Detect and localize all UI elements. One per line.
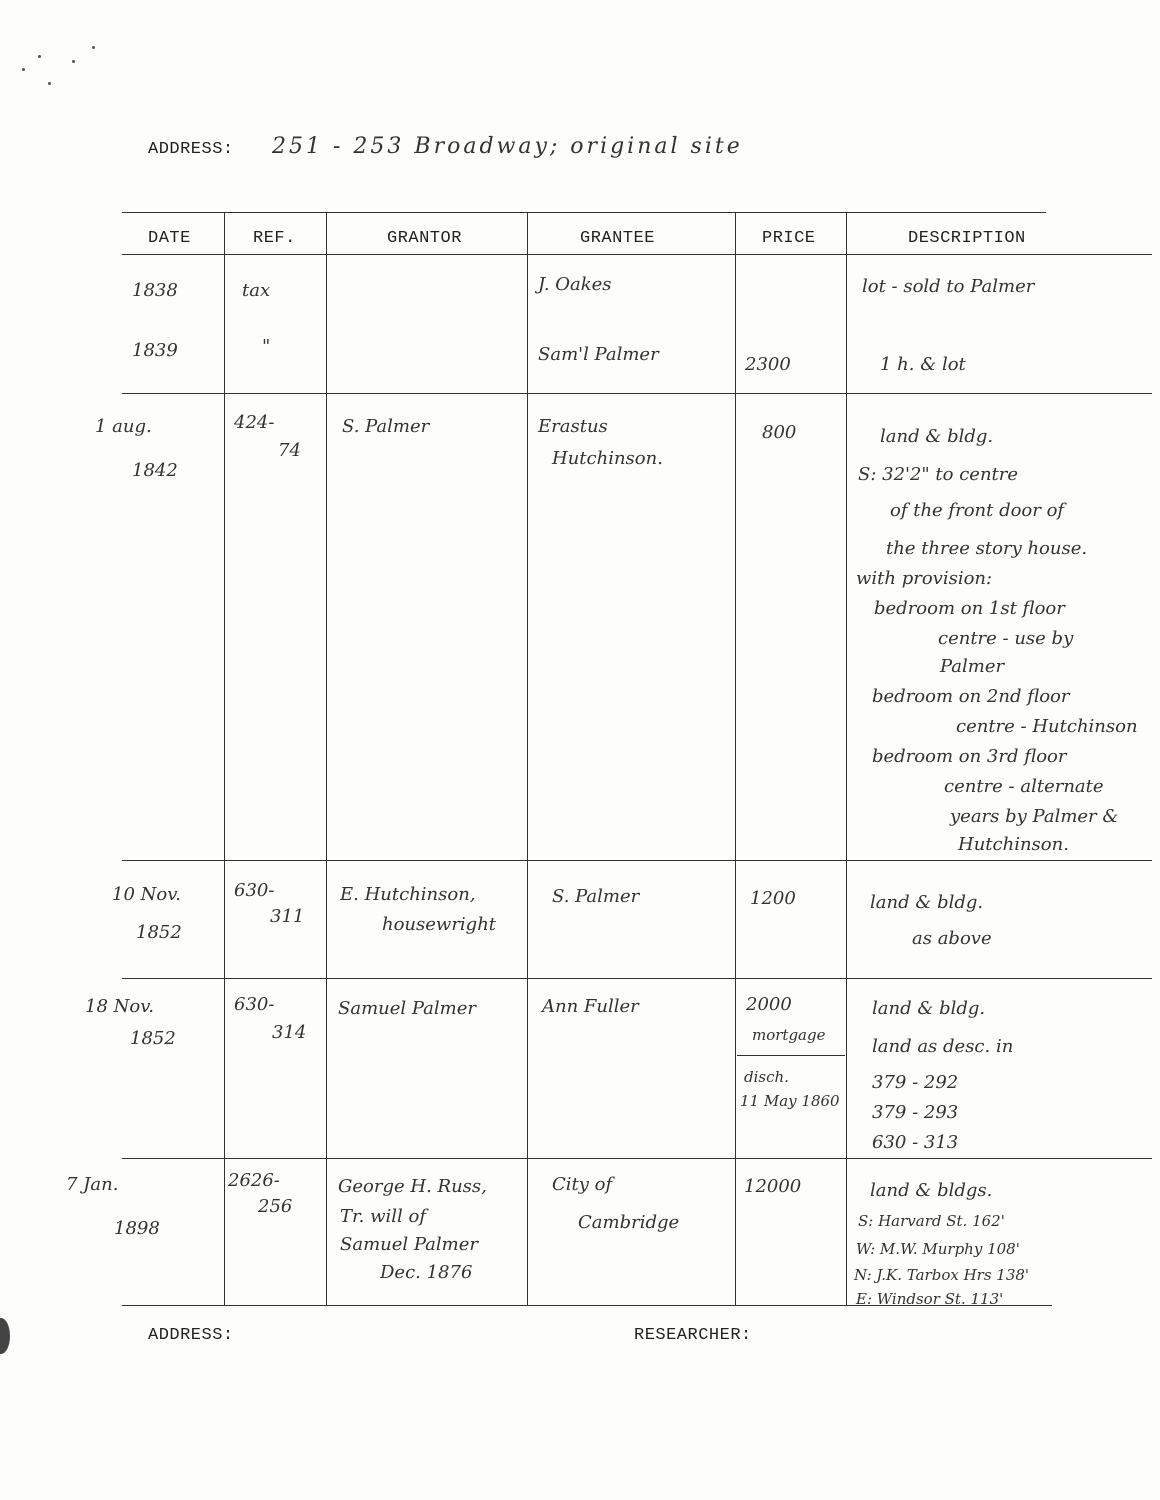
cell-ref: tax — [242, 280, 271, 301]
cell-description: land as desc. in — [872, 1036, 1014, 1057]
speck — [22, 68, 25, 71]
cell-description: W: M.W. Murphy 108' — [856, 1240, 1020, 1258]
cell-grantor: housewright — [382, 914, 497, 935]
cell-price: mortgage — [752, 1026, 826, 1044]
cell-ref: 256 — [258, 1196, 293, 1217]
col-header-ref: REF. — [253, 229, 296, 248]
cell-date: 1 aug. — [95, 416, 152, 437]
cell-date: 7 Jan. — [66, 1174, 119, 1195]
footer-researcher-label: RESEARCHER: — [634, 1326, 752, 1345]
cell-grantee: Hutchinson. — [552, 448, 663, 469]
cell-description: S: Harvard St. 162' — [858, 1212, 1005, 1230]
cell-grantor: Samuel Palmer — [338, 998, 476, 1019]
cell-date: 18 Nov. — [85, 996, 154, 1017]
cell-description: centre - Hutchinson — [956, 716, 1138, 737]
cell-ref: 630- — [234, 994, 275, 1015]
cell-price: 800 — [762, 422, 797, 443]
cell-description: 630 - 313 — [872, 1132, 959, 1153]
footer-address-label: ADDRESS: — [148, 1326, 234, 1345]
cell-description: as above — [912, 928, 992, 949]
cell-grantor: Samuel Palmer — [340, 1234, 478, 1255]
cell-grantee: Sam'l Palmer — [538, 344, 659, 365]
cell-ref: " — [262, 336, 271, 357]
cell-description: land & bldg. — [872, 998, 986, 1019]
cell-grantee: Erastus — [538, 416, 608, 437]
cell-date: 1839 — [132, 340, 178, 361]
col-header-grantor: GRANTOR — [387, 229, 462, 248]
col-divider — [846, 212, 847, 1305]
cell-grantor: Tr. will of — [340, 1206, 426, 1227]
col-divider — [527, 212, 528, 1305]
cell-grantor: George H. Russ, — [338, 1176, 487, 1197]
row-divider — [122, 860, 1152, 861]
cell-ref: 74 — [278, 440, 301, 461]
cell-description: N: J.K. Tarbox Hrs 138' — [854, 1266, 1030, 1284]
cell-description: Hutchinson. — [958, 834, 1069, 855]
col-header-price: PRICE — [762, 229, 816, 248]
cell-grantee: S. Palmer — [552, 886, 640, 907]
cell-description: years by Palmer & — [950, 806, 1119, 827]
col-header-grantee: GRANTEE — [580, 229, 655, 248]
row-divider — [122, 978, 1152, 979]
cell-date: 10 Nov. — [112, 884, 181, 905]
price-split-rule — [737, 1055, 845, 1056]
row-divider — [122, 1158, 1152, 1159]
cell-date: 1898 — [114, 1218, 160, 1239]
cell-grantee: Cambridge — [578, 1212, 680, 1233]
cell-price: disch. — [744, 1068, 789, 1086]
cell-grantee: J. Oakes — [538, 274, 612, 295]
cell-grantor: Dec. 1876 — [380, 1262, 473, 1283]
cell-price: 1200 — [750, 888, 796, 909]
cell-description: Palmer — [940, 656, 1005, 677]
cell-date: 1842 — [132, 460, 178, 481]
cell-grantee: City of — [552, 1174, 613, 1195]
cell-price: 2300 — [745, 354, 791, 375]
cell-description: bedroom on 2nd floor — [872, 686, 1070, 707]
speck — [48, 82, 51, 85]
cell-description: E: Windsor St. 113' — [856, 1290, 1004, 1308]
col-divider — [224, 212, 225, 1305]
cell-description: centre - use by — [938, 628, 1074, 649]
cell-grantee: Ann Fuller — [542, 996, 639, 1017]
row-divider — [122, 393, 1152, 394]
cell-price: 12000 — [744, 1176, 802, 1197]
cell-description: land & bldgs. — [870, 1180, 993, 1201]
cell-description: of the front door of — [890, 500, 1065, 521]
cell-date: 1852 — [136, 922, 182, 943]
cell-description: land & bldg. — [870, 892, 984, 913]
punch-hole — [0, 1318, 10, 1354]
cell-ref: 2626- — [228, 1170, 280, 1191]
col-header-date: DATE — [148, 229, 191, 248]
cell-grantor: E. Hutchinson, — [340, 884, 476, 905]
cell-description: 1 h. & lot — [880, 354, 966, 375]
cell-description: land & bldg. — [880, 426, 994, 447]
cell-ref: 424- — [234, 412, 275, 433]
address-label: ADDRESS: — [148, 140, 234, 159]
cell-description: with provision: — [856, 568, 993, 589]
cell-description: bedroom on 3rd floor — [872, 746, 1067, 767]
table-header-rule — [122, 254, 1152, 255]
cell-date: 1838 — [132, 280, 178, 301]
cell-description: the three story house. — [886, 538, 1088, 559]
col-divider — [326, 212, 327, 1305]
cell-ref: 311 — [270, 906, 305, 927]
table-top-rule — [122, 212, 1046, 213]
cell-grantor: S. Palmer — [342, 416, 430, 437]
cell-price: 11 May 1860 — [740, 1092, 840, 1110]
cell-date: 1852 — [130, 1028, 176, 1049]
cell-description: 379 - 292 — [872, 1072, 959, 1093]
cell-description: S: 32'2" to centre — [858, 464, 1019, 485]
cell-description: bedroom on 1st floor — [874, 598, 1065, 619]
cell-ref: 630- — [234, 880, 275, 901]
col-divider — [735, 212, 736, 1305]
cell-price: 2000 — [746, 994, 792, 1015]
speck — [72, 60, 75, 63]
speck — [92, 46, 95, 49]
speck — [38, 55, 41, 58]
cell-description: 379 - 293 — [872, 1102, 959, 1123]
col-header-description: DESCRIPTION — [908, 229, 1026, 248]
cell-ref: 314 — [272, 1022, 307, 1043]
address-value: 251 - 253 Broadway; original site — [272, 134, 743, 159]
cell-description: centre - alternate — [944, 776, 1104, 797]
cell-description: lot - sold to Palmer — [862, 276, 1035, 297]
